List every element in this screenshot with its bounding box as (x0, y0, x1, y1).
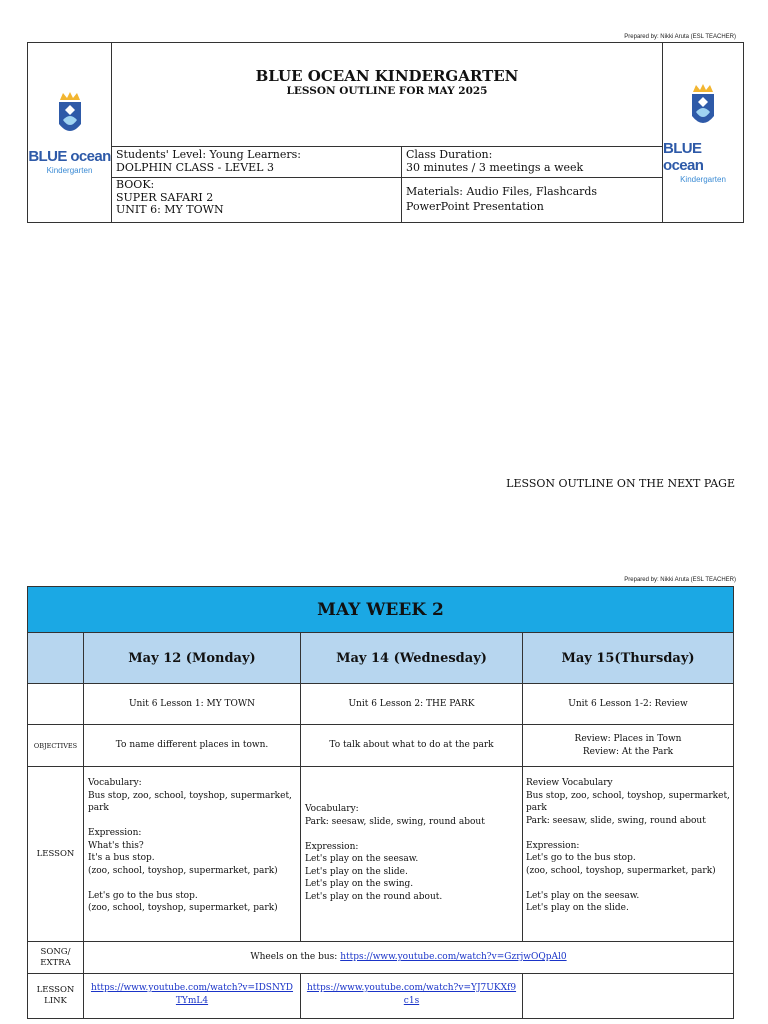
book-cell: BOOK: SUPER SAFARI 2 UNIT 6: MY TOWN (112, 178, 402, 223)
class-duration-cell (402, 147, 663, 178)
logo-sub: Kindergarten (46, 166, 93, 175)
students-level-cell (112, 147, 402, 178)
materials-line-2: PowerPoint Presentation (406, 200, 544, 213)
materials-cell (402, 178, 663, 223)
lesson-wednesday: Vocabulary: Park: seesaw, slide, swing, round about Expression: Let's play on the seesaw. Let's play on the slide. Let's play on the swing. Let's play on the round about. (301, 767, 523, 942)
day-header-monday: May 12 (Monday) (84, 633, 301, 684)
objectives-label: OBJECTIVES (28, 725, 84, 767)
lesson-link-monday-cell (84, 974, 301, 1019)
header-table (27, 42, 744, 223)
objective-thursday: Review: Places in Town Review: At the Park (523, 725, 734, 767)
lesson-label: LESSON (28, 767, 84, 942)
week-table (27, 586, 734, 1019)
logo-right-cell (663, 43, 744, 223)
next-page-note: LESSON OUTLINE ON THE NEXT PAGE (506, 477, 735, 490)
lesson-link-wednesday-cell (301, 974, 523, 1019)
song-label: SONG/ EXTRA (28, 942, 84, 974)
unit-label-cell (28, 684, 84, 725)
objective-wednesday: To talk about what to do at the park (301, 725, 523, 767)
lesson-link-wednesday[interactable]: https://www.youtube.com/watch?v=YJ7UKXf9c1s (306, 983, 517, 1006)
corner-cell (28, 633, 84, 684)
logo-left (28, 43, 111, 222)
lesson-monday: Vocabulary: Bus stop, zoo, school, toyshop, supermarket, park Expression: What's this? It's a bus stop. (zoo, school, toyshop, supermarket, park) Let's go to the bus stop. (zoo, school, toyshop, supermarket, park) (84, 767, 301, 942)
lesson-thursday: Review Vocabulary Bus stop, zoo, school, toyshop, supermarket, park Park: seesaw, slide, swing, round about Expression: Let's go to the bus stop. (zoo, school, toyshop, supermarket, park) Let's play on the seesaw. Let's play on the slide. (523, 767, 734, 942)
unit-thursday: Unit 6 Lesson 1-2: Review (523, 684, 734, 725)
logo-left-cell (28, 43, 112, 223)
lesson-link-thursday-cell (523, 974, 734, 1019)
song-cell (84, 942, 734, 974)
outline-subtitle: LESSON OUTLINE FOR MAY 2025 (286, 85, 488, 97)
unit-monday: Unit 6 Lesson 1: MY TOWN (84, 684, 301, 725)
prepared-by: Prepared by: Nikki Aruta (ESL TEACHER) (624, 34, 736, 40)
logo-sub: Kindergarten (680, 174, 726, 184)
prepared-by: Prepared by: Nikki Aruta (ESL TEACHER) (624, 577, 736, 583)
objective-monday: To name different places in town. (84, 725, 301, 767)
students-level-label: Students' Level: Young Learners: (116, 148, 301, 161)
day-header-thursday: May 15(Thursday) (523, 633, 734, 684)
logo-word: BLUE ocean (663, 139, 704, 174)
song-prefix: Wheels on the bus: (250, 952, 341, 963)
materials-line-1: Materials: Audio Files, Flashcards (406, 185, 598, 198)
day-header-wednesday: May 14 (Wednesday) (301, 633, 523, 684)
school-title: BLUE OCEAN KINDERGARTEN (255, 67, 519, 85)
logo-right (663, 43, 743, 222)
class-duration-label: Class Duration: (406, 148, 493, 161)
logo-word: BLUE ocean (28, 148, 111, 165)
title-cell (112, 43, 663, 147)
lesson-link-monday[interactable]: https://www.youtube.com/watch?v=IDSNYDTYmL4 (90, 983, 294, 1006)
crown-shield-icon (688, 82, 718, 134)
lesson-link-label: LESSON LINK (28, 974, 84, 1019)
class-duration-value: 30 minutes / 3 meetings a week (406, 161, 584, 174)
week-banner: MAY WEEK 2 (28, 587, 734, 633)
crown-shield-icon (55, 90, 85, 142)
song-link[interactable]: https://www.youtube.com/watch?v=GzrjwOQpAl0 (340, 952, 567, 963)
unit-wednesday: Unit 6 Lesson 2: THE PARK (301, 684, 523, 725)
students-level-value: DOLPHIN CLASS - LEVEL 3 (116, 161, 274, 174)
